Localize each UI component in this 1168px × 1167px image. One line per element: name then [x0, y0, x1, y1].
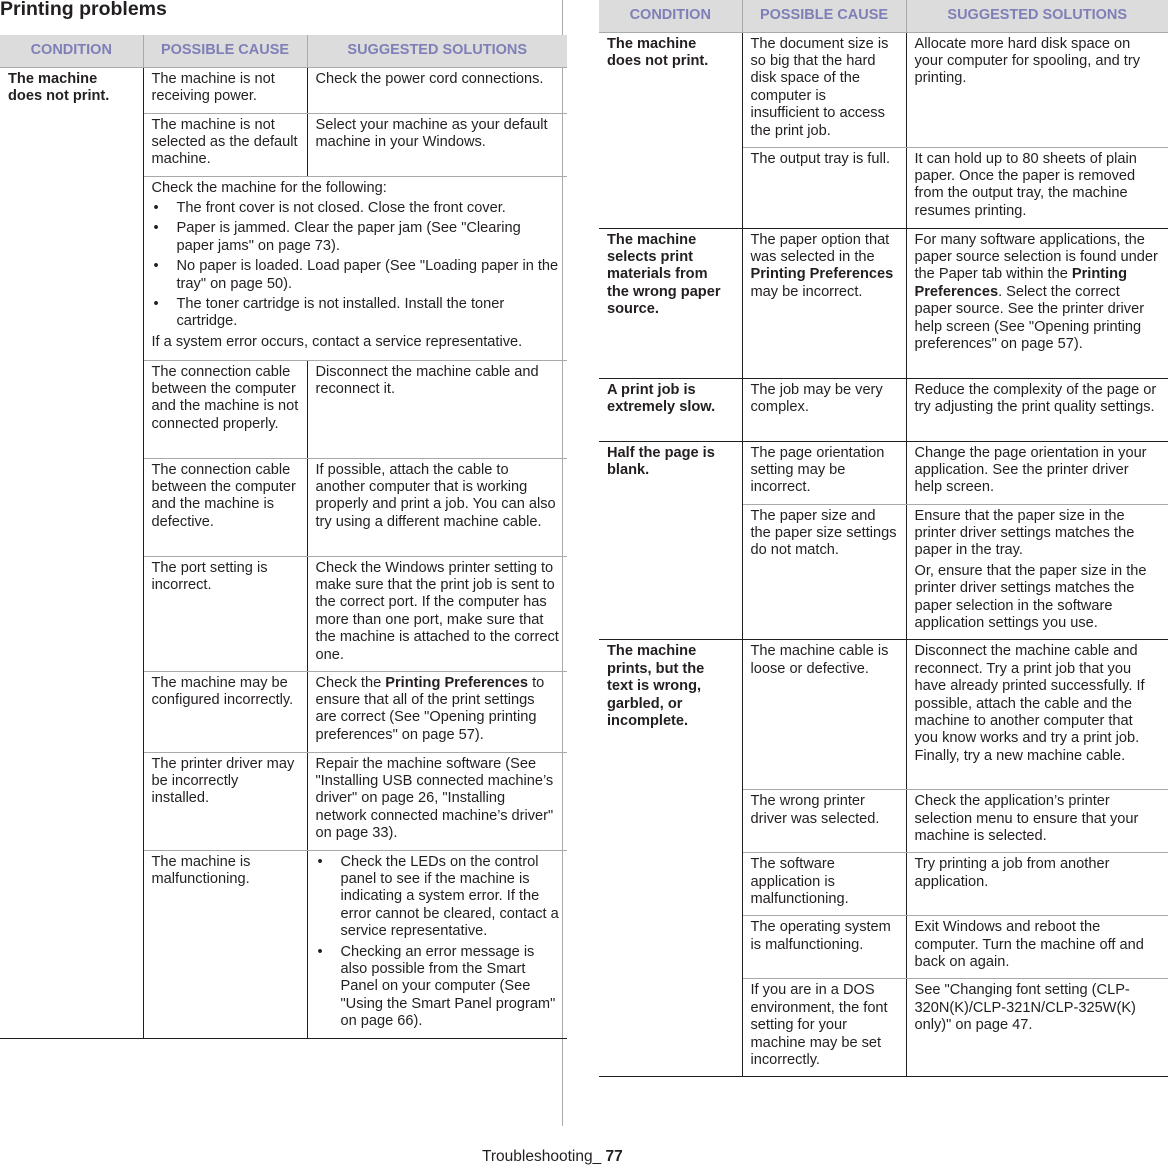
condition-machine-not-print: The machine does not print. — [0, 67, 143, 1038]
condition-wrong-paper-source: The machine selects print materials from the wrong paper source. — [599, 228, 742, 378]
solution-cell: Reduce the complexity of the page or try adjusting the print quality settings. — [906, 378, 1168, 441]
table-row — [599, 32, 1168, 147]
solution-cell: Disconnect the machine cable and reconnect. Try a print job that you have already printed successfully. If possible, attach the cable and the machine to another computer that you know works and try a print job. Finally, try a new machine cable. — [906, 640, 1168, 790]
cause-cell: The paper size and the paper size settings do not match. — [742, 504, 906, 640]
page-footer — [482, 1148, 623, 1165]
checklist-intro: Check the machine for the following: — [151, 179, 387, 196]
troubleshooting-table-right — [599, 0, 1168, 1077]
solution-cell: Check the application’s printer selection menu to ensure that your machine is selected. — [906, 790, 1168, 853]
cause-cell: The printer driver may be incorrectly installed. — [143, 752, 307, 850]
solution-cell — [307, 850, 567, 1038]
checklist-outro: If a system error occurs, contact a service representative. — [151, 333, 523, 350]
cause-cell: The software application is malfunctioning. — [742, 853, 906, 916]
condition-print-job-slow: A print job is extremely slow. — [599, 378, 742, 441]
table-row — [599, 378, 1168, 441]
solution-cell: Check the Printing Preferences to ensure that all of the print settings are correct (See "Opening printing preferences" on page 57). — [307, 671, 567, 752]
cause-cell: The port setting is incorrect. — [143, 556, 307, 671]
cause-cell: The document size is so big that the hard disk space of the computer is insufficient to access the print job. — [742, 32, 906, 147]
cause-cell: The machine may be configured incorrectly. — [143, 671, 307, 752]
troubleshooting-table-left — [0, 35, 567, 1039]
cause-cell: The connection cable between the computer and the machine is defective. — [143, 458, 307, 556]
list-item: • Checking an error message is also possible from the Smart Panel on your computer (See "Using the Smart Panel program" on page 66). — [316, 944, 560, 1031]
solution-list — [316, 854, 560, 1031]
cause-cell: If you are in a DOS environment, the font setting for your machine may be set incorrectly. — [742, 979, 906, 1077]
cause-cell: The machine is malfunctioning. — [143, 850, 307, 1038]
solution-cell: It can hold up to 80 sheets of plain paper. Once the paper is removed from the output tray, the machine resumes printing. — [906, 147, 1168, 228]
table-header-row — [0, 35, 567, 67]
page-number: 77 — [605, 1148, 623, 1165]
header-possible-cause: POSSIBLE CAUSE — [143, 35, 307, 67]
printing-preferences-term: Printing Preferences — [750, 266, 894, 283]
solution-cell: Repair the machine software (See "Installing USB connected machine’s driver" on page 26, "Installing network connected machine’s driver" on page 33). — [307, 752, 567, 850]
footer-section-label: Troubleshooting_ — [482, 1148, 602, 1165]
cause-cell: The wrong printer driver was selected. — [742, 790, 906, 853]
solution-cell: Check the power cord connections. — [307, 67, 567, 113]
list-item: • The toner cartridge is not installed. Install the toner cartridge. — [152, 296, 560, 331]
cause-cell: The machine cable is loose or defective. — [742, 640, 906, 790]
header-condition: CONDITION — [0, 35, 143, 67]
cause-cell: The machine is not receiving power. — [143, 67, 307, 113]
header-suggested-solutions: SUGGESTED SOLUTIONS — [307, 35, 567, 67]
cause-cell: The machine is not selected as the default machine. — [143, 113, 307, 176]
page-title: Printing problems — [0, 0, 167, 20]
cause-cell: The operating system is malfunctioning. — [742, 916, 906, 979]
condition-half-page-blank: Half the page is blank. — [599, 441, 742, 640]
solution-cell: Allocate more hard disk space on your computer for spooling, and try printing. — [906, 32, 1168, 147]
solution-cell: Check the Windows printer setting to make sure that the print job is sent to the correct port. If the computer has more than one port, make sure that the machine is attached to the correct one. — [307, 556, 567, 671]
list-item: • The front cover is not closed. Close the front cover. — [152, 200, 560, 217]
list-item: • Check the LEDs on the control panel to see if the machine is indicating a system error. If the error cannot be cleared, contact a service representative. — [316, 854, 560, 941]
header-possible-cause: POSSIBLE CAUSE — [742, 0, 906, 32]
solution-cell: Ensure that the paper size in the printer driver settings matches the paper in the tray. Or, ensure that the paper size in the printer driver settings matches the paper selection in the software application settings you use. — [906, 504, 1168, 640]
table-header-row — [599, 0, 1168, 32]
cause-cell: The job may be very complex. — [742, 378, 906, 441]
condition-text-garbled: The machine prints, but the text is wrong, garbled, or incomplete. — [599, 640, 742, 1077]
cause-cell: The connection cable between the computer and the machine is not connected properly. — [143, 360, 307, 458]
solution-cell: Try printing a job from another application. — [906, 853, 1168, 916]
checklist-cell — [143, 176, 567, 360]
table-row — [599, 441, 1168, 504]
cause-cell: The page orientation setting may be incorrect. — [742, 441, 906, 504]
condition-machine-not-print: The machine does not print. — [599, 32, 742, 228]
printing-preferences-term: Printing Preferences — [914, 266, 1128, 300]
list-item: • Paper is jammed. Clear the paper jam (See "Clearing paper jams" on page 73). — [152, 220, 560, 255]
solution-cell: Disconnect the machine cable and reconnect it. — [307, 360, 567, 458]
table-row — [599, 640, 1168, 790]
checklist — [152, 200, 560, 331]
printing-preferences-term: Printing Preferences — [385, 674, 529, 691]
solution-cell: Change the page orientation in your application. See the printer driver help screen. — [906, 441, 1168, 504]
solution-cell: If possible, attach the cable to another computer that is working properly and print a job. You can also try using a different machine cable. — [307, 458, 567, 556]
table-row — [599, 228, 1168, 378]
header-suggested-solutions: SUGGESTED SOLUTIONS — [906, 0, 1168, 32]
table-row — [0, 67, 567, 113]
solution-cell: Exit Windows and reboot the computer. Turn the machine off and back on again. — [906, 916, 1168, 979]
solution-cell: See "Changing font setting (CLP-320N(K)/CLP-321N/CLP-325W(K) only)" on page 47. — [906, 979, 1168, 1077]
list-item: • No paper is loaded. Load paper (See "Loading paper in the tray" on page 50). — [152, 258, 560, 293]
solution-cell: For many software applications, the paper source selection is found under the Paper tab within the Printing Preferences. Select the correct paper source. See the printer driver help screen (See "Opening printing preferences" on page 57). — [906, 228, 1168, 378]
cause-cell: The output tray is full. — [742, 147, 906, 228]
cause-cell: The paper option that was selected in the Printing Preferences may be incorrect. — [742, 228, 906, 378]
solution-cell: Select your machine as your default machine in your Windows. — [307, 113, 567, 176]
header-condition: CONDITION — [599, 0, 742, 32]
